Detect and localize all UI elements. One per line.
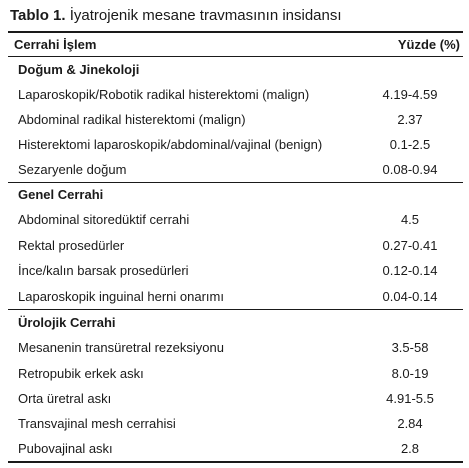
procedure-cell: Rektal prosedürler: [18, 238, 125, 253]
procedure-cell: Abdominal radikal histerektomi (malign): [18, 112, 246, 127]
table-row: [0, 135, 469, 155]
percent-cell: 4.5: [400, 212, 420, 227]
table-row: [0, 439, 469, 459]
procedure-cell: Sezaryenle doğum: [18, 162, 127, 177]
procedure-cell: Histerektomi laparoskopik/abdominal/vajinal (benign): [18, 137, 323, 152]
table-row: [0, 338, 469, 358]
column-header-percent: Yüzde (%): [397, 37, 460, 52]
column-header-procedure: Cerrahi İşlem: [14, 37, 97, 52]
table-row: [0, 261, 469, 281]
percent-cell: 2.37: [397, 112, 423, 127]
header-rule: [8, 56, 463, 57]
percent-cell: 2.84: [397, 416, 423, 431]
table-row: [0, 389, 469, 409]
table-header-row: [0, 35, 469, 55]
table-row: [0, 236, 469, 256]
table-row: [0, 414, 469, 434]
table-row: [0, 85, 469, 105]
procedure-cell: Abdominal sitoredüktif cerrahi: [18, 212, 190, 227]
percent-cell: 4.19-4.59: [382, 87, 438, 102]
table-row: [0, 287, 469, 307]
section-divider: [8, 182, 463, 183]
top-rule: [8, 31, 463, 33]
percent-cell: 0.04-0.14: [382, 289, 438, 304]
table-row: [0, 210, 469, 230]
table-caption: İyatrojenik mesane travmasının insidansı: [69, 7, 342, 24]
section-heading: Genel Cerrahi: [18, 187, 104, 202]
procedure-cell: İnce/kalın barsak prosedürleri: [18, 263, 189, 278]
table-number: Tablo 1.: [10, 7, 66, 24]
procedure-cell: Retropubik erkek askı: [18, 366, 144, 381]
percent-cell: 0.27-0.41: [382, 238, 438, 253]
procedure-cell: Mesanenin transüretral rezeksiyonu: [18, 340, 224, 355]
percent-cell: 3.5-58: [391, 340, 429, 355]
percent-cell: 8.0-19: [391, 366, 429, 381]
procedure-cell: Laparoskopik inguinal herni onarımı: [18, 289, 224, 304]
procedure-cell: Laparoskopik/Robotik radikal histerektomi (malign): [18, 87, 310, 102]
procedure-cell: Orta üretral askı: [18, 391, 112, 406]
table-title: [10, 6, 342, 26]
percent-cell: 4.91-5.5: [386, 391, 434, 406]
section-divider: [8, 309, 463, 310]
table-row: [0, 110, 469, 130]
percent-cell: 2.8: [400, 441, 420, 456]
bottom-rule: [8, 461, 463, 463]
percent-cell: 0.1-2.5: [389, 137, 431, 152]
section-heading: Ürolojik Cerrahi: [18, 315, 116, 330]
table-row: [0, 364, 469, 384]
procedure-cell: Transvajinal mesh cerrahisi: [18, 416, 176, 431]
table-row: [0, 160, 469, 180]
percent-cell: 0.12-0.14: [382, 263, 438, 278]
procedure-cell: Pubovajinal askı: [18, 441, 113, 456]
section-heading: Doğum & Jinekoloji: [18, 62, 140, 77]
percent-cell: 0.08-0.94: [382, 162, 438, 177]
